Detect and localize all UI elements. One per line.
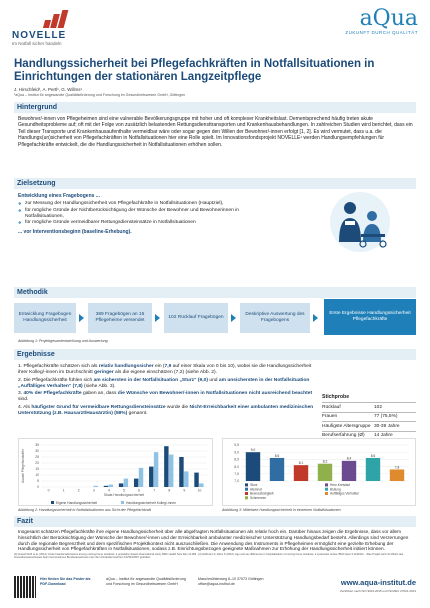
bar (124, 479, 128, 487)
arrow-right-icon (231, 314, 236, 322)
result-highlight: Nicht-Erreichbarkeit einer ambulanten medizinischen Unterstützung (z.B. Hausarzt/Hausärztin) (58%) (18, 404, 314, 417)
legend-swatch (245, 488, 248, 491)
bar (179, 457, 183, 487)
goal-item: ❖ zur Messung der Handlungssicherheit von Pflegefachkräfte in Notfallsituationen (Hauptziel), (18, 201, 268, 207)
result-text: 3. (18, 391, 24, 397)
legend-label: Herz-Kreislauf (330, 483, 351, 487)
zielsetzung-subheading: Entwicklung eines Fragebogens ... (18, 193, 100, 199)
result-highlight: 7,9 (164, 364, 172, 369)
bar (139, 468, 143, 487)
aqua-logo (333, 8, 418, 35)
bar (246, 452, 260, 481)
result-text: gaben an, dass (81, 391, 118, 397)
result-text: (siehe Abb. 3). (82, 383, 116, 389)
legend-swatch (245, 492, 248, 495)
poster-title: Handlungssicherheit bei Pflegefachkräften in Notfallsituationen in Einrichtungen der stationären Langzeitpflege (14, 58, 375, 83)
bar (366, 458, 380, 481)
fazit-text: Insgesamt schätzen Pflegefachkräfte ihre eigene Handlungssicherheit über alle abgefragten Notfallsituationen als relativ hoch ein. Darüber hinaus zeigen die Ergebnisse, dass vor allem hinsichtlich der Berücksichtigung der Wünsche der Bewohner/-innen und der Erreichbarkeit ambulanter medizinischer Unterstützung Handlungsbedarf besteht. Allerdings sind Verzerrungen durch die regionale Begrenztheit und dem spezifischen Projektkontext nicht auszuschließen. Die Anwendung des Instruments in Pflegeheimen ermöglicht eine gezielte Erhebung der Handlungssicherheit von Pflegefachkräften in Notfallsituationen, sodass z.B. Einrichtungsbezogen geeignete Maßnahmen zur Erhöhung der Handlungssicherheit initiiert können. (18, 529, 409, 552)
result-text: genannt. (127, 411, 148, 417)
result-text: wurde die (165, 404, 190, 410)
flow-step: Deskriptive Auswertung des Fragebogens (240, 303, 310, 333)
results-list (18, 364, 316, 418)
y-tick-label: 10 (35, 473, 39, 478)
y-tick-label: 7,5 (234, 472, 239, 476)
footnotes: [1] Graverholt B et al. (2014): Acute hospital admissions among nursing home residents: a population-based observational study. BMC Health Serv Res 14:386 · [2] Hoffmann F, Allers K (2016): Age and sex differences in hospitalisation of nursing home residents: a systematic review. BMJ Open 6:e011912 · ¹Das Projekt wird mit Mitteln des Innovationsausschusses beim Gemeinsamen Bundesausschuss unter dem Förderkennzeichen 01VSF18007 gefördert. (14, 553, 404, 560)
y-tick-label: 8,5 (234, 457, 239, 462)
bar (270, 458, 284, 481)
result-text: 1. Pflegefachkräfte schätzen sich als (18, 364, 99, 369)
figure-2-caption: Abbildung 2: Handlungssicherheit in Notfallsituationen aus Sicht der Pflegefachkraft (18, 508, 151, 512)
flow-step: 102 Rücklauf Fragebögen (164, 303, 228, 333)
x-tick-label: 8 (168, 488, 171, 493)
y-tick-label: 5 (37, 479, 39, 484)
section-heading-hintergrund: Hintergrund (14, 102, 416, 113)
y-tick-label: 15 (35, 467, 39, 472)
result-highlight: am unsichersten in der Notfallsituation „Auffälliges Verhalten“ (7,8) (18, 377, 310, 389)
footer-org: aQua – Institut für angewandte Qualitätsförderung und Forschung im Gesundheitswesen GmbH (106, 577, 186, 586)
x-tick-label: 9 (183, 488, 186, 493)
y-tick-label: 25 (35, 455, 39, 460)
novelle-mark-icon (44, 10, 112, 28)
footer-address: Maschmühlenweg 8–10 37073 Göttingen office@aqua-institut.de (198, 577, 264, 586)
legend-swatch (51, 501, 54, 504)
website-link[interactable]: www.aqua-institut.de (340, 578, 416, 587)
table-value: 102 (374, 404, 383, 410)
y-tick-label: 9,0 (234, 450, 239, 455)
affiliation: ¹aQua – Institut für angewandte Qualitätsförderung und Forschung im Gesundheitswesen GmbH, Göttingen (14, 93, 186, 97)
legend-label: Eigene Handlungssicherheit (56, 500, 98, 505)
flow-step: Entwicklung Fragebogen Handlungssicherheit (14, 303, 76, 333)
table-row (322, 421, 416, 431)
y-tick-label: 0 (37, 485, 39, 490)
table-key: Rücklauf (322, 404, 341, 410)
novelle-tagline: Im Notfall sicher handeln (12, 41, 62, 46)
care-illustration (325, 190, 395, 254)
bar (119, 483, 123, 487)
bar (199, 483, 203, 487)
figure-3-caption: Abbildung 3: Mittelwert Handlungssicherheit in einzelnen Notfallsituationen (222, 508, 341, 512)
result-text: sind. (18, 397, 29, 403)
table-row (322, 412, 416, 422)
table-key: Frauen (322, 414, 338, 419)
legend-swatch (325, 492, 328, 495)
table-row (322, 402, 416, 412)
qr-code-icon[interactable] (14, 576, 36, 598)
bar (149, 467, 153, 487)
bar (134, 479, 138, 487)
result-highlight: die Wünsche von Bewohner/-innen in Notfallsituationen nicht ausreichend beachtet (117, 391, 313, 397)
data-label: 8,4 (346, 456, 352, 461)
result-text: ein ( (153, 364, 165, 369)
figure-1-caption: Abbildung 1: Projektgesamtentwicklung und Auswertung (18, 339, 108, 343)
legend-label: Blutung (330, 487, 341, 492)
aqua-tagline: ZUKUNFT DURCH QUALITÄT (345, 30, 418, 35)
result-text: 2. Die Pflegefachkräfte fühlen sich (18, 377, 94, 383)
y-tick-label: 30 (35, 449, 39, 454)
result-highlight: häufigster Grund für vermeidbare Rettungsdiensteinsätze (31, 404, 166, 410)
x-tick-label: 10 (197, 488, 202, 493)
chart-handlungssicherheit-distribution (18, 438, 213, 506)
result-highlight: geringer (94, 370, 114, 376)
novelle-name: NOVELLE (12, 30, 67, 41)
data-label: 8,6 (370, 453, 376, 458)
section-heading-zielsetzung: Zielsetzung (14, 178, 416, 189)
authors: J. Hirschfeld¹, A. Pertl¹, G. Willms¹ (14, 87, 83, 92)
section-heading-ergebnisse: Ergebnisse (14, 349, 416, 360)
result-item (18, 405, 316, 418)
y-tick-label: 7,0 (234, 479, 239, 484)
bar (342, 461, 356, 481)
y-tick-label: 8,0 (234, 464, 239, 469)
arrow-right-icon (79, 314, 84, 322)
legend-swatch (121, 501, 124, 504)
result-highlight: am sichersten in der Notfallsituation „Sturz“ (9,0) (93, 377, 208, 383)
bar (94, 486, 98, 487)
bar (294, 465, 308, 481)
goal-item: ❖ für mögliche Gründe vermeidbarer Rettungsdiensteinsätze in Notfallsituationen (18, 220, 268, 226)
result-text: als die eigene einschätzen (7,2) (siehe Abb. 2). (113, 370, 217, 376)
table-value: 30-39 Jahre (374, 423, 400, 429)
result-item (18, 378, 316, 391)
zielsetzung-content (18, 193, 268, 235)
result-item (18, 364, 316, 377)
method-flow (14, 303, 416, 337)
legend-label: Handlungssicherheit Kolleg/-innen (126, 500, 177, 505)
result-text: 4. Als (18, 404, 32, 410)
legend-label: Bewusstlosigkeit (250, 491, 274, 496)
arrow-right-icon (313, 314, 318, 322)
result-item (18, 391, 316, 404)
bar (169, 455, 173, 487)
x-tick-label: 0 (47, 488, 50, 493)
footer-bar (14, 576, 416, 598)
table-key: Häufigste Altersgruppe (322, 423, 371, 429)
data-label: 9,0 (250, 448, 256, 452)
section-heading-fazit: Fazit (14, 516, 416, 527)
arrow-right-icon (155, 314, 160, 322)
nurse-patient-icon (325, 190, 395, 254)
bar (104, 486, 108, 487)
x-tick-label: 2 (77, 488, 80, 493)
aqua-name: aQua (359, 6, 418, 31)
data-label: 7,8 (394, 465, 400, 470)
legend-swatch (325, 483, 328, 486)
certification-note: Zertifiziert nach ISO 9001:2015 und ISO/IEC 27001:2013 (340, 589, 416, 593)
x-tick-label: 6 (138, 488, 141, 493)
novelle-logo (12, 10, 112, 46)
legend-label: Sturz (250, 483, 258, 487)
chart-mean-by-situation (222, 438, 416, 506)
goal-item: ❖ für mögliche Gründe der Nichtberücksichtigung der Wünsche der Bewohner und Bewohnerinnen in Notfallsituationen, (18, 208, 268, 221)
y-tick-label: 9,5 (234, 443, 239, 448)
bar (109, 485, 113, 487)
data-label: 8,1 (298, 460, 304, 465)
legend-swatch (325, 488, 328, 491)
x-tick-label: 3 (92, 488, 95, 493)
qr-label: Hier finden Sie das Poster als PDF-Download (40, 577, 91, 586)
table-value: 14 Jahre (374, 433, 393, 438)
legend-swatch (245, 483, 248, 486)
table-value: 77 (75,5%) (374, 414, 398, 419)
zielsetzung-footer: ... vor Interventionsbeginn (baseline-Erhebung). (18, 228, 132, 235)
x-axis-label: Skala Handlungssicherheit (103, 493, 145, 497)
legend-swatch (245, 496, 248, 499)
flow-step-result: Erste Ergebnisse Handlungssicherheit Pflegefachkräfte (324, 299, 416, 335)
x-tick-label: 1 (62, 488, 65, 493)
bar (164, 446, 168, 487)
legend-label: Schmerzen (250, 495, 267, 500)
x-tick-label: 7 (153, 488, 156, 493)
result-text: und (208, 377, 219, 383)
bar (184, 471, 188, 487)
bar (390, 469, 404, 481)
y-tick-label: 20 (35, 461, 39, 466)
table-key: Berufserfahrung (Ø) (322, 433, 365, 438)
x-tick-label: 4 (107, 488, 110, 493)
bar (318, 464, 332, 481)
section-heading-methodik: Methodik (14, 287, 416, 298)
chart-1-svg (19, 439, 214, 507)
data-label: 8,6 (274, 453, 280, 458)
chart-2-svg (223, 439, 417, 507)
result-highlight: relativ handlungssicher (98, 364, 154, 369)
bar (154, 452, 158, 487)
x-tick-label: 5 (123, 488, 125, 493)
legend-label: Atemnot (250, 487, 262, 492)
legend-label: Auffälliges Verhalten (330, 491, 360, 496)
y-axis-label: Anzahl Pflegefachkräfte (21, 449, 25, 483)
demographics-heading: Stichprobe (322, 394, 350, 400)
y-tick-label: 35 (35, 443, 39, 448)
data-label: 8,2 (322, 459, 328, 464)
hintergrund-text: Bewohner/-innen von Pflegeheimen sind eine vulnerable Bevölkerungsgruppe mit hoher und oft komplexer Krankheitslast. Dementsprechend häufig treten akute Gesundheitsprobleme auf; oft mit der Folge von zusätzlich belastenden Rettungsdiensttransporten und Krankenhausbehandlungen. In zahlreichen Studien wird berichtet, dass ein Teil dieser Transporte und Krankenhausaufenthalte vermeidbar wäre oder sogar gegen den Willen der Bewohner/-innen erfolgt [1, 2]. Es wird vermutet, dass u.a. die Handlungs(un)sicherheit von Pflegefachkräften in Notfallsituationen hier eine Rolle spielt. Im Innovationsfondsprojekt NOVELLE¹ werden Handlungsempfehlungen für Pflegefachkräfte entwickelt, die die Handlungssicherheit in Notfallsituationen erhöhen sollen. (18, 116, 413, 148)
result-text: auf einer Skala von 0 bis 10), wobei sie die Handlungssicherheit ihrer Kolleg/-innen im Durchschnitt (18, 364, 312, 376)
flow-step: 389 Fragebögen an 15 Pflegeheime versendet (88, 303, 152, 333)
bar (194, 473, 198, 487)
result-highlight: 40% der Pflegefachkräfte (23, 391, 82, 397)
